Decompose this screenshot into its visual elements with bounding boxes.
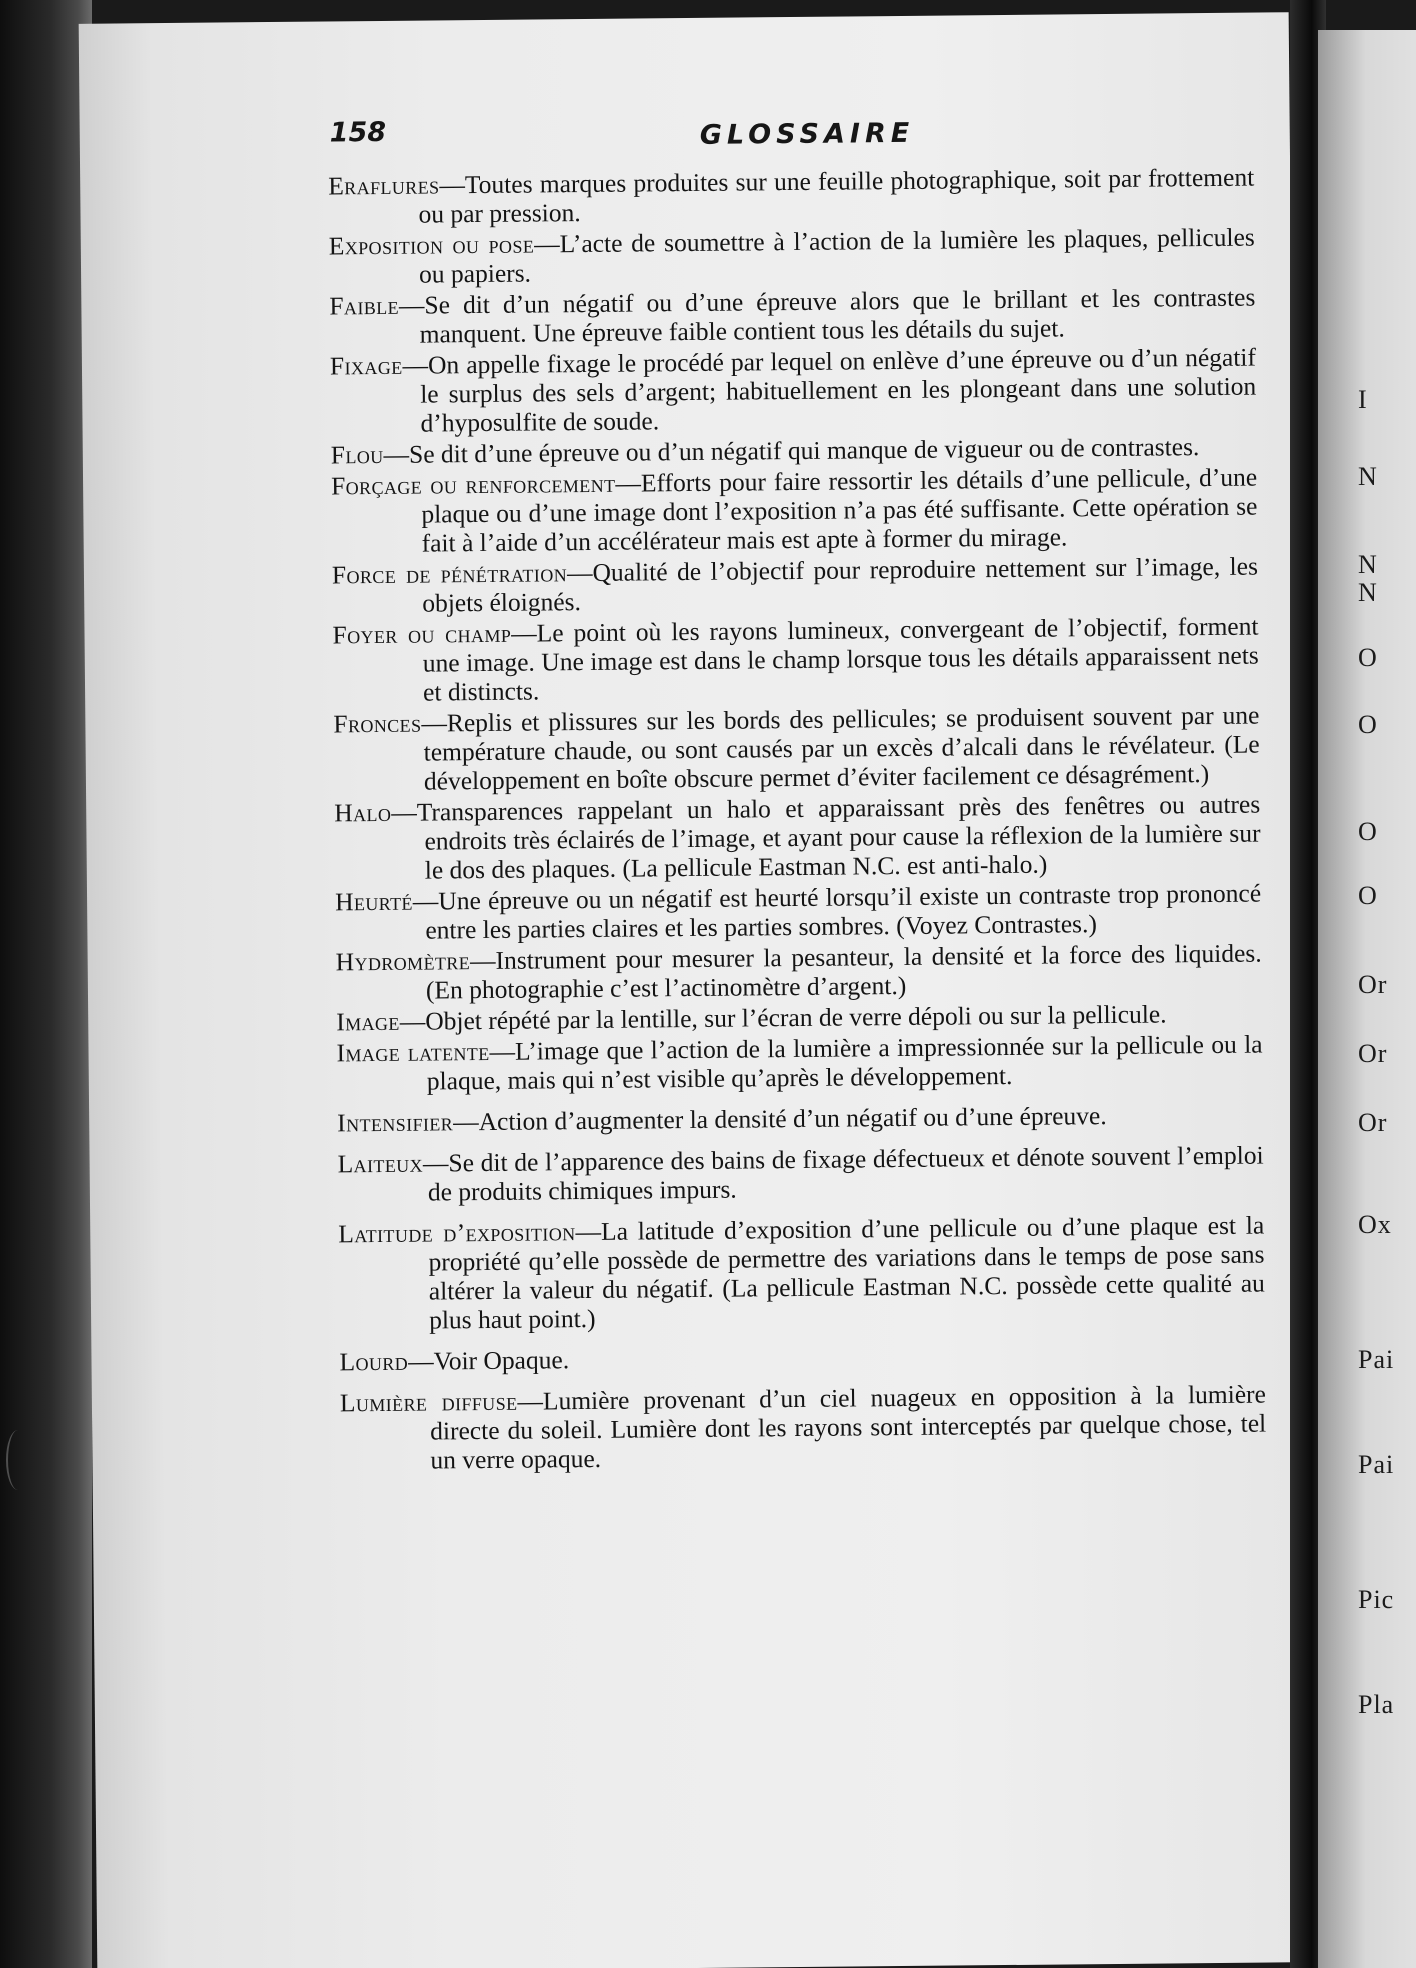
- glossary-definition: Efforts pour faire ressortir les détails d’une pellicule, d’une plaque ou d’une image dont l’exposition n’a pas été suffisante. Cette opération se fait à l’aide d’un accélérateur mais est apte à former du mirage.: [421, 462, 1258, 558]
- glossary-term: Fixage: [329, 350, 403, 381]
- glossary-entry: Foyer ou champ—Le point où les rayons lumineux, convergeant de l’objectif, forment une image. Une image est dans le champ lorsque tous les détails apparaissent nets et distincts.: [332, 611, 1259, 707]
- glossary-entry: Forçage ou renforcement—Efforts pour faire ressortir les détails d’une pellicule, d’une plaque ou d’une image dont l’exposition n’a pas été suffisante. Cette opération se fait à l’aide d’un accélérateur mais est apte à former du mirage.: [330, 462, 1258, 558]
- adjacent-page-fragment: I: [1358, 385, 1368, 414]
- glossary-entries: [328, 163, 1266, 1478]
- glossary-definition: Action d’augmenter la densité d’un négatif ou d’une épreuve.: [478, 1101, 1107, 1137]
- glossary-definition: Voir Opaque.: [433, 1345, 570, 1376]
- adjacent-page-edge: [1318, 30, 1416, 1968]
- glossary-entry: Lumière diffuse—Lumière provenant d’un ciel nuageux en opposition à la lumière directe du soleil. Lumière dont les rayons sont interceptés par quelque chose, tel un verre opaque.: [339, 1379, 1267, 1475]
- glossary-definition: Transparences rappelant un halo et apparaissant près des fenêtres ou autres endroits très éclairés de l’image, et ayant pour cause la réflexion de la lumière sur le dos des plaques. (La pellicule Eastman N.C. est anti-halo.): [416, 789, 1261, 885]
- glossary-term: Laiteux: [337, 1148, 424, 1179]
- glossary-entry: Heurté—Une épreuve ou un négatif est heurté lorsqu’il existe un contraste trop prononcé entre les parties claires et les parties sombres. (Voyez Contrastes.): [334, 878, 1262, 945]
- glossary-entry: Fixage—On appelle fixage le procédé par lequel on enlève d’une épreuve ou d’un négatif le surplus des sels d’argent; habituellement en les plongeant dans une solution d’hyposulfite de soude.: [329, 342, 1257, 438]
- glossary-definition: Le point où les rayons lumineux, convergeant de l’objectif, forment une image. Une image est dans le champ lorsque tous les détails apparaissent nets et distincts.: [422, 611, 1259, 707]
- glossary-entry: Lourd—Voir Opaque.: [339, 1345, 570, 1377]
- glossary-term: Lourd: [339, 1346, 409, 1377]
- adjacent-page-fragment: N: [1358, 578, 1378, 607]
- glossary-definition: Une épreuve ou un négatif est heurté lorsqu’il existe un contraste trop prononcé entre les parties claires et les parties sombres. (Voyez Contrastes.): [425, 878, 1262, 945]
- glossary-term: Halo: [334, 797, 392, 828]
- glossary-term: Eraflures: [328, 170, 440, 201]
- glossary-term: Foyer ou champ: [332, 618, 512, 650]
- glossary-definition: Replis et plissures sur les bords des pellicules; se produisent souvent par une température chaude, ou sont causés par un excès d’alcali dans le révélateur. (Le développement en boîte obscure permet d’éviter facilement ce désagrément.): [423, 700, 1260, 796]
- adjacent-page-fragment: Ox: [1358, 1210, 1392, 1239]
- adjacent-page-fragment: O: [1358, 881, 1378, 910]
- glossary-term: Image: [336, 1006, 400, 1037]
- adjacent-page-fragment: O: [1358, 817, 1378, 846]
- glossary-definition: On appelle fixage le procédé par lequel on enlève d’une épreuve ou d’un négatif le surplus des sels d’argent; habituellement en les plongeant dans une solution d’hyposulfite de soude.: [420, 342, 1257, 438]
- glossary-term: Exposition ou pose: [328, 229, 535, 261]
- glossary-term: Fronces: [333, 708, 422, 739]
- page-number: 158: [329, 116, 387, 149]
- glossary-entry: Latitude d’exposition—La latitude d’exposition d’une pellicule ou d’une plaque est la propriété qu’elle possède de permettre des variations dans le temps de pose sans altérer la valeur du négatif. (La pellicule Eastman N.C. possède cette qualité au plus haut point.): [338, 1210, 1265, 1335]
- glossary-definition: Se dit d’une épreuve ou d’un négatif qui manque de vigueur ou de contrastes.: [408, 432, 1200, 469]
- glossary-entry: Force de pénétration—Qualité de l’objectif pour reproduire nettement sur l’image, les objets éloignés.: [331, 551, 1259, 618]
- glossary-entry: Exposition ou pose—L’acte de soumettre à l’action de la lumière les plaques, pellicules ou papiers.: [328, 222, 1255, 289]
- glossary-entry: Faible—Se dit d’un négatif ou d’une épreuve alors que le brillant et les contrastes manquent. Une épreuve faible contient tous les détails du sujet.: [329, 282, 1256, 349]
- glossary-entry: Halo—Transparences rappelant un halo et apparaissant près des fenêtres ou autres endroits très éclairés de l’image, et ayant pour cause la réflexion de la lumière sur le dos des plaques. (La pellicule Eastman N.C. est anti-halo.): [334, 789, 1261, 885]
- glossary-definition: Toutes marques produites sur une feuille photographique, soit par frottement ou par pression.: [418, 162, 1255, 229]
- glossary-entry: Laiteux—Se dit de l’apparence des bains de fixage défectueux et dénote souvent l’emploi de produits chimiques impurs.: [337, 1140, 1264, 1207]
- adjacent-page-fragment: Pai: [1358, 1345, 1395, 1374]
- glossary-term: Hydromètre: [335, 946, 471, 977]
- glossary-term: Latitude d’exposition: [338, 1217, 576, 1249]
- book-spine: [0, 0, 92, 1968]
- adjacent-page-fragment: Pla: [1358, 1690, 1395, 1719]
- glossary-entry: Eraflures—Toutes marques produites sur une feuille photographique, soit par frottement ou par pression.: [328, 162, 1255, 229]
- glossary-definition: Lumière provenant d’un ciel nuageux en opposition à la lumière directe du soleil. Lumière dont les rayons sont interceptés par quelque chose, tel un verre opaque.: [430, 1379, 1267, 1475]
- glossary-entry: Image latente—L’image que l’action de la lumière a impressionnée sur la pellicule ou la plaque, mais qui n’est visible qu’après le développement.: [336, 1029, 1263, 1096]
- glossary-term: Forçage ou renforcement: [330, 468, 616, 501]
- glossary-definition: Instrument pour mesurer la pesanteur, la densité et la force des liquides. (En photographie c’est l’actinomètre d’argent.): [425, 938, 1262, 1005]
- glossary-definition: L’image que l’action de la lumière a impressionnée sur la pellicule ou la plaque, mais qui n’est visible qu’après le développement.: [426, 1029, 1263, 1096]
- glossary-entry: Flou—Se dit d’une épreuve ou d’un négatif qui manque de vigueur ou de contrastes.: [330, 432, 1200, 470]
- glossary-term: Force de pénétration: [331, 558, 568, 590]
- glossary-term: Intensifier: [337, 1107, 454, 1138]
- page-mark: [6, 1430, 30, 1490]
- adjacent-page-fragment: Or: [1358, 1108, 1388, 1137]
- glossary-term: Flou: [330, 439, 384, 470]
- glossary-definition: Se dit d’un négatif ou d’une épreuve alors que le brillant et les contrastes manquent. Une épreuve faible contient tous les détails du sujet.: [419, 282, 1256, 349]
- glossary-entry: Intensifier—Action d’augmenter la densité d’un négatif ou d’une épreuve.: [337, 1101, 1107, 1138]
- glossary-definition: L’acte de soumettre à l’action de la lumière les plaques, pellicules ou papiers.: [418, 222, 1255, 289]
- glossary-definition: Objet répété par la lentille, sur l’écran de verre dépoli ou sur la pellicule.: [425, 999, 1167, 1036]
- glossary-term: Heurté: [334, 886, 413, 917]
- adjacent-page-fragment: Pai: [1358, 1450, 1395, 1479]
- glossary-definition: Se dit de l’apparence des bains de fixage défectueux et dénote souvent l’emploi de produits chimiques impurs.: [427, 1140, 1264, 1207]
- glossary-term: Faible: [329, 290, 400, 321]
- glossary-term: Image latente: [336, 1036, 490, 1068]
- glossary-entry: Image—Objet répété par la lentille, sur l’écran de verre dépoli ou sur la pellicule.: [336, 999, 1167, 1037]
- adjacent-page-fragment: O: [1358, 710, 1378, 739]
- adjacent-page-fragment: Or: [1358, 1039, 1388, 1068]
- glossary-entry: Fronces—Replis et plissures sur les bords des pellicules; se produisent souvent par une température chaude, ou sont causés par un excès d’alcali dans le révélateur. (Le développement en boîte obscure permet d’éviter facilement ce désagrément.): [333, 700, 1260, 796]
- adjacent-page-fragment: Or: [1358, 970, 1388, 999]
- page-title: GLOSSAIRE: [699, 117, 915, 151]
- adjacent-page-fragment: N: [1358, 462, 1378, 491]
- glossary-entry: Hydromètre—Instrument pour mesurer la pesanteur, la densité et la force des liquides. (En photographie c’est l’actinomètre d’argent.): [335, 938, 1262, 1005]
- adjacent-page-fragment: N: [1358, 550, 1378, 579]
- glossary-definition: Qualité de l’objectif pour reproduire nettement sur l’image, les objets éloignés.: [422, 551, 1259, 618]
- running-head: [240, 109, 1240, 163]
- glossary-definition: La latitude d’exposition d’une pellicule ou d’une plaque est la propriété qu’elle possède de permettre des variations dans le temps de pose sans altérer la valeur du négatif. (La pellicule Eastman N.C. possède cette qualité au plus haut point.): [428, 1210, 1265, 1335]
- adjacent-page-fragment: Pic: [1358, 1585, 1395, 1614]
- book-page: [79, 12, 1308, 1968]
- glossary-term: Lumière diffuse: [339, 1386, 518, 1418]
- adjacent-page-fragment: O: [1358, 643, 1378, 672]
